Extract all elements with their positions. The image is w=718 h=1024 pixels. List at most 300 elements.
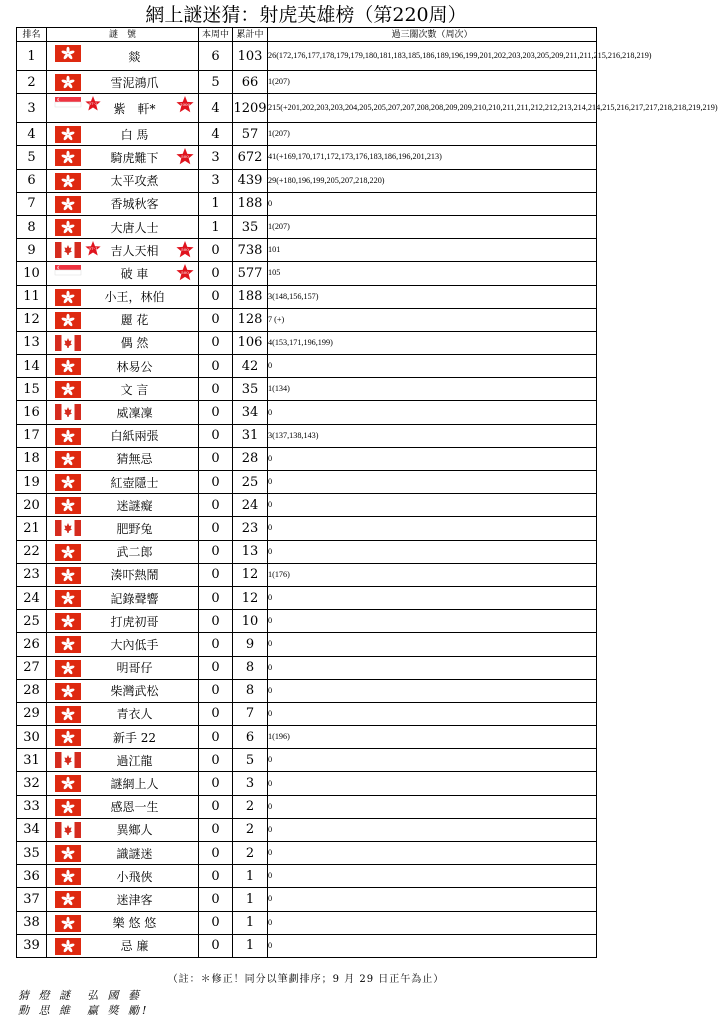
- week-count-cell: 0: [199, 355, 233, 378]
- table-row: [17, 285, 597, 308]
- player-name: 香城秋客: [110, 197, 159, 212]
- name-cell: [47, 749, 199, 772]
- slogan: [18, 988, 149, 1018]
- week-count-cell: 0: [199, 888, 233, 911]
- player-name: 燚: [128, 49, 141, 64]
- detail-cell: 0: [268, 401, 597, 424]
- player-name: 感恩一生: [110, 800, 159, 815]
- player-name: 麗 花: [120, 313, 149, 328]
- total-count-cell: 57: [233, 123, 268, 146]
- table-row: [17, 94, 597, 123]
- hk-flag-icon: [55, 613, 81, 630]
- total-count-cell: 8: [233, 679, 268, 702]
- name-cell: [47, 795, 199, 818]
- rank-cell: 20: [17, 494, 47, 517]
- week-count-cell: 0: [199, 262, 233, 285]
- table-row: [17, 471, 597, 494]
- page-title: 網上謎迷猜：射虎英雄榜（第220周）: [145, 4, 467, 26]
- rank-cell: 38: [17, 911, 47, 934]
- week-count-cell: 0: [199, 424, 233, 447]
- player-name: 忌 廉: [120, 939, 149, 954]
- rank-cell: 24: [17, 586, 47, 609]
- detail-cell: 105: [268, 262, 597, 285]
- hk-flag-icon: [55, 173, 81, 190]
- table-row: [17, 911, 597, 934]
- hk-flag-icon: [55, 544, 81, 561]
- hk-flag-icon: [55, 74, 81, 91]
- player-name: 騎虎難下: [110, 150, 159, 165]
- week-count-cell: 0: [199, 239, 233, 262]
- name-cell: [47, 308, 199, 331]
- detail-cell: 26(172,176,177,178,179,179,180,181,183,185,186,189,196,199,201,202,203,203,205,209,211,211,215,216,218,219): [268, 42, 597, 71]
- hk-flag-icon: [55, 126, 81, 143]
- player-name: 武二郎: [116, 545, 153, 560]
- player-name: 識謎迷: [116, 846, 153, 861]
- table-row: [17, 842, 597, 865]
- table-row: [17, 355, 597, 378]
- rank-cell: 16: [17, 401, 47, 424]
- detail-cell: 0: [268, 749, 597, 772]
- player-name: 小王，林伯: [104, 290, 165, 305]
- player-name: 新手 22: [112, 730, 157, 745]
- week-count-cell: 0: [199, 911, 233, 934]
- total-count-cell: 1209: [233, 94, 268, 123]
- hk-flag-icon: [55, 845, 81, 862]
- hk-flag-icon: [55, 636, 81, 653]
- name-cell: [47, 285, 199, 308]
- week-count-cell: 0: [199, 586, 233, 609]
- total-count-cell: 35: [233, 215, 268, 238]
- ca-flag-icon: [55, 822, 81, 838]
- star-badge-text: 07-2: [88, 101, 98, 107]
- hk-flag-icon: [55, 660, 81, 677]
- rank-cell: 1: [17, 42, 47, 71]
- name-cell: [47, 934, 199, 957]
- detail-cell: 0: [268, 934, 597, 957]
- player-name: 謎網上人: [110, 777, 159, 792]
- star-award-text: 500: [181, 154, 189, 160]
- rank-cell: 13: [17, 331, 47, 354]
- hk-flag-icon: [55, 915, 81, 932]
- table-body: [17, 42, 718, 958]
- name-cell: [47, 262, 199, 285]
- week-count-cell: 0: [199, 331, 233, 354]
- hk-flag-icon: [55, 358, 81, 375]
- table-row: [17, 331, 597, 354]
- hk-flag-icon: [55, 428, 81, 445]
- col-total-header: 累計中: [233, 28, 268, 42]
- name-cell: [47, 192, 199, 215]
- total-count-cell: 738: [233, 239, 268, 262]
- player-name: 柴灣武松: [110, 684, 159, 699]
- slogan-line-1: 猜 燈 謎 弘 國 藝: [18, 989, 142, 1002]
- week-count-cell: 0: [199, 285, 233, 308]
- detail-cell: 0: [268, 447, 597, 470]
- name-cell: [47, 586, 199, 609]
- total-count-cell: 2: [233, 818, 268, 841]
- detail-cell: 0: [268, 911, 597, 934]
- hk-flag-icon: [55, 683, 81, 700]
- detail-cell: 0: [268, 517, 597, 540]
- table-row: [17, 424, 597, 447]
- week-count-cell: 0: [199, 610, 233, 633]
- player-name: 文 言: [120, 382, 149, 397]
- player-name: 記錄聲響: [110, 591, 159, 606]
- hk-flag-icon: [55, 775, 81, 792]
- total-count-cell: 1: [233, 888, 268, 911]
- week-count-cell: 0: [199, 401, 233, 424]
- player-name: 迷津客: [116, 892, 153, 907]
- detail-cell: 3(148,156,157): [268, 285, 597, 308]
- detail-cell: 0: [268, 540, 597, 563]
- name-cell: [47, 563, 199, 586]
- hk-flag-icon: [55, 219, 81, 236]
- rank-cell: 22: [17, 540, 47, 563]
- detail-cell: 3(137,138,143): [268, 424, 597, 447]
- ca-flag-icon: [55, 404, 81, 420]
- total-count-cell: 2: [233, 795, 268, 818]
- total-count-cell: 1: [233, 865, 268, 888]
- rank-cell: 35: [17, 842, 47, 865]
- detail-cell: 0: [268, 192, 597, 215]
- total-count-cell: 128: [233, 308, 268, 331]
- rank-cell: 19: [17, 471, 47, 494]
- name-cell: [47, 378, 199, 401]
- rank-cell: 8: [17, 215, 47, 238]
- rank-cell: 39: [17, 934, 47, 957]
- week-count-cell: 4: [199, 123, 233, 146]
- total-count-cell: 7: [233, 702, 268, 725]
- rank-cell: 23: [17, 563, 47, 586]
- detail-cell: 0: [268, 586, 597, 609]
- player-name: 小飛俠: [116, 869, 153, 884]
- detail-cell: 41(+169,170,171,172,173,176,183,186,196,201,213): [268, 146, 597, 169]
- player-name: 迷謎癡: [116, 498, 153, 513]
- star-award-text: 500: [181, 270, 189, 276]
- table-row: [17, 679, 597, 702]
- hk-flag-icon: [55, 799, 81, 816]
- hk-flag-icon: [55, 381, 81, 398]
- total-count-cell: 42: [233, 355, 268, 378]
- table-row: [17, 633, 597, 656]
- sg-flag-icon: [55, 97, 81, 107]
- table-row: [17, 378, 597, 401]
- player-name: 太平攻煮: [110, 174, 159, 189]
- name-cell: [47, 215, 199, 238]
- total-count-cell: 188: [233, 285, 268, 308]
- total-count-cell: 12: [233, 563, 268, 586]
- total-count-cell: 5: [233, 749, 268, 772]
- rank-cell: 33: [17, 795, 47, 818]
- total-count-cell: 188: [233, 192, 268, 215]
- table-row: [17, 123, 597, 146]
- name-cell: [47, 842, 199, 865]
- total-count-cell: 34: [233, 401, 268, 424]
- total-count-cell: 106: [233, 331, 268, 354]
- total-count-cell: 439: [233, 169, 268, 192]
- player-name: 明哥仔: [116, 661, 153, 676]
- hk-flag-icon: [55, 474, 81, 491]
- ca-flag-icon: [55, 752, 81, 768]
- name-cell: [47, 424, 199, 447]
- detail-cell: 1(134): [268, 378, 597, 401]
- table-row: [17, 772, 597, 795]
- detail-cell: 0: [268, 610, 597, 633]
- detail-cell: 0: [268, 772, 597, 795]
- table-row: [17, 146, 597, 169]
- name-cell: [47, 494, 199, 517]
- week-count-cell: 5: [199, 71, 233, 94]
- rank-cell: 34: [17, 818, 47, 841]
- detail-cell: 0: [268, 656, 597, 679]
- name-cell: [47, 239, 199, 262]
- name-cell: [47, 146, 199, 169]
- star-badge-text: 07-1: [88, 246, 98, 252]
- total-count-cell: 23: [233, 517, 268, 540]
- star-award-text: 1000: [179, 102, 191, 108]
- name-cell: [47, 540, 199, 563]
- rank-cell: 25: [17, 610, 47, 633]
- ca-flag-icon: [55, 242, 81, 258]
- total-count-cell: 1: [233, 934, 268, 957]
- col-detail-header: 過三關次數（周次）: [268, 28, 597, 42]
- week-count-cell: 0: [199, 702, 233, 725]
- ranking-table: [16, 27, 718, 958]
- table-row: [17, 610, 597, 633]
- detail-cell: 0: [268, 842, 597, 865]
- detail-cell: 0: [268, 355, 597, 378]
- total-count-cell: 13: [233, 540, 268, 563]
- detail-cell: 0: [268, 471, 597, 494]
- total-count-cell: 3: [233, 772, 268, 795]
- table-row: [17, 749, 597, 772]
- rank-cell: 15: [17, 378, 47, 401]
- rank-cell: 32: [17, 772, 47, 795]
- table-row: [17, 865, 597, 888]
- hk-flag-icon: [55, 196, 81, 213]
- name-cell: [47, 679, 199, 702]
- week-count-cell: 0: [199, 842, 233, 865]
- name-cell: [47, 355, 199, 378]
- player-name: 偶 然: [120, 336, 149, 351]
- player-name: 破 車: [120, 266, 149, 281]
- player-name: 樂 悠 悠: [112, 916, 157, 931]
- hk-flag-icon: [55, 149, 81, 166]
- name-cell: [47, 517, 199, 540]
- week-count-cell: 0: [199, 633, 233, 656]
- detail-cell: 1(207): [268, 215, 597, 238]
- rank-cell: 27: [17, 656, 47, 679]
- week-count-cell: 0: [199, 563, 233, 586]
- rank-cell: 5: [17, 146, 47, 169]
- name-cell: [47, 772, 199, 795]
- footnote: （註：＊修正！同分以筆劃排序；9 月 29 日正午為止）: [167, 974, 445, 985]
- table-row: [17, 517, 597, 540]
- table-row: [17, 447, 597, 470]
- rank-cell: 3: [17, 94, 47, 123]
- name-cell: [47, 94, 199, 123]
- total-count-cell: 31: [233, 424, 268, 447]
- detail-cell: 29(+180,196,199,205,207,218,220): [268, 169, 597, 192]
- player-name: 猜無忌: [116, 452, 153, 467]
- hk-flag-icon: [55, 590, 81, 607]
- total-count-cell: 12: [233, 586, 268, 609]
- week-count-cell: 1: [199, 192, 233, 215]
- week-count-cell: 0: [199, 517, 233, 540]
- week-count-cell: 3: [199, 169, 233, 192]
- total-count-cell: 24: [233, 494, 268, 517]
- table-row: [17, 239, 597, 262]
- rank-cell: 10: [17, 262, 47, 285]
- rank-cell: 18: [17, 447, 47, 470]
- table-row: [17, 934, 597, 957]
- name-cell: [47, 888, 199, 911]
- detail-cell: 0: [268, 633, 597, 656]
- detail-cell: 7 (+): [268, 308, 597, 331]
- star-award-text: 500: [181, 247, 189, 253]
- name-cell: [47, 633, 199, 656]
- table-row: [17, 563, 597, 586]
- table-row: [17, 401, 597, 424]
- week-count-cell: 6: [199, 42, 233, 71]
- rank-cell: 4: [17, 123, 47, 146]
- detail-cell: 1(207): [268, 123, 597, 146]
- detail-cell: 0: [268, 865, 597, 888]
- week-count-cell: 0: [199, 749, 233, 772]
- week-count-cell: 3: [199, 146, 233, 169]
- player-name: 白紙兩張: [110, 429, 159, 444]
- ca-flag-icon: [55, 335, 81, 351]
- detail-cell: 1(176): [268, 563, 597, 586]
- week-count-cell: 0: [199, 726, 233, 749]
- table-header-row: [17, 28, 597, 42]
- player-name: 肥野兔: [116, 521, 153, 536]
- table-row: [17, 215, 597, 238]
- name-cell: [47, 865, 199, 888]
- total-count-cell: 8: [233, 656, 268, 679]
- name-cell: [47, 447, 199, 470]
- player-name: 湊吓熱鬧: [110, 568, 159, 583]
- total-count-cell: 35: [233, 378, 268, 401]
- week-count-cell: 0: [199, 772, 233, 795]
- week-count-cell: 4: [199, 94, 233, 123]
- player-name: 紫 軒*: [113, 101, 156, 116]
- rank-cell: 7: [17, 192, 47, 215]
- hk-flag-icon: [55, 938, 81, 955]
- detail-cell: 0: [268, 702, 597, 725]
- name-cell: [47, 610, 199, 633]
- hk-flag-icon: [55, 289, 81, 306]
- player-name: 打虎初哥: [110, 614, 159, 629]
- table-row: [17, 169, 597, 192]
- week-count-cell: 0: [199, 308, 233, 331]
- name-cell: [47, 169, 199, 192]
- total-count-cell: 1: [233, 911, 268, 934]
- week-count-cell: 0: [199, 494, 233, 517]
- name-cell: [47, 911, 199, 934]
- name-cell: [47, 401, 199, 424]
- hk-flag-icon: [55, 868, 81, 885]
- detail-cell: 0: [268, 795, 597, 818]
- player-name: 異鄉人: [116, 823, 153, 838]
- total-count-cell: 2: [233, 842, 268, 865]
- hk-flag-icon: [55, 706, 81, 723]
- detail-cell: 1(196): [268, 726, 597, 749]
- ca-flag-icon: [55, 520, 81, 536]
- week-count-cell: 0: [199, 540, 233, 563]
- col-name-header: 謎 號: [47, 28, 199, 42]
- player-name: 白 馬: [120, 127, 149, 142]
- name-cell: [47, 123, 199, 146]
- week-count-cell: 0: [199, 656, 233, 679]
- rank-cell: 2: [17, 71, 47, 94]
- detail-cell: 0: [268, 679, 597, 702]
- detail-cell: 0: [268, 494, 597, 517]
- week-count-cell: 0: [199, 865, 233, 888]
- rank-cell: 11: [17, 285, 47, 308]
- rank-cell: 12: [17, 308, 47, 331]
- table-row: [17, 888, 597, 911]
- rank-cell: 9: [17, 239, 47, 262]
- week-count-cell: 0: [199, 447, 233, 470]
- hk-flag-icon: [55, 567, 81, 584]
- player-name: 青衣人: [116, 707, 153, 722]
- hk-flag-icon: [55, 891, 81, 908]
- detail-cell: 101: [268, 239, 597, 262]
- total-count-cell: 10: [233, 610, 268, 633]
- total-count-cell: 9: [233, 633, 268, 656]
- player-name: 威凜凜: [116, 406, 153, 421]
- total-count-cell: 577: [233, 262, 268, 285]
- player-name: 過江龍: [116, 753, 153, 768]
- name-cell: [47, 331, 199, 354]
- week-count-cell: 0: [199, 679, 233, 702]
- name-cell: [47, 71, 199, 94]
- rank-cell: 37: [17, 888, 47, 911]
- hk-flag-icon: [55, 45, 81, 62]
- player-name: 吉人天相: [110, 243, 159, 258]
- hk-flag-icon: [55, 497, 81, 514]
- detail-cell: 4(153,171,196,199): [268, 331, 597, 354]
- table-row: [17, 795, 597, 818]
- week-count-cell: 0: [199, 378, 233, 401]
- total-count-cell: 6: [233, 726, 268, 749]
- table-row: [17, 308, 597, 331]
- table-row: [17, 71, 597, 94]
- sg-flag-icon: [55, 265, 81, 275]
- name-cell: [47, 702, 199, 725]
- hk-flag-icon: [55, 312, 81, 329]
- detail-cell: 1(207): [268, 71, 597, 94]
- table-row: [17, 192, 597, 215]
- total-count-cell: 672: [233, 146, 268, 169]
- name-cell: [47, 818, 199, 841]
- detail-cell: 215(+201,202,203,203,204,205,205,207,207,208,208,209,209,210,210,211,211,212,212,213,214,214,215,216,217,217,218,218,219,219): [268, 94, 597, 123]
- total-count-cell: 25: [233, 471, 268, 494]
- player-name: 紅壺隱士: [110, 475, 159, 490]
- rank-cell: 26: [17, 633, 47, 656]
- total-count-cell: 103: [233, 42, 268, 71]
- week-count-cell: 1: [199, 215, 233, 238]
- table-row: [17, 42, 597, 71]
- table-row: [17, 262, 597, 285]
- col-week-header: 本周中: [199, 28, 233, 42]
- week-count-cell: 0: [199, 471, 233, 494]
- hk-flag-icon: [55, 729, 81, 746]
- slogan-line-2: 動 思 維 贏 獎 勵!: [18, 1004, 150, 1017]
- table-row: [17, 656, 597, 679]
- total-count-cell: 66: [233, 71, 268, 94]
